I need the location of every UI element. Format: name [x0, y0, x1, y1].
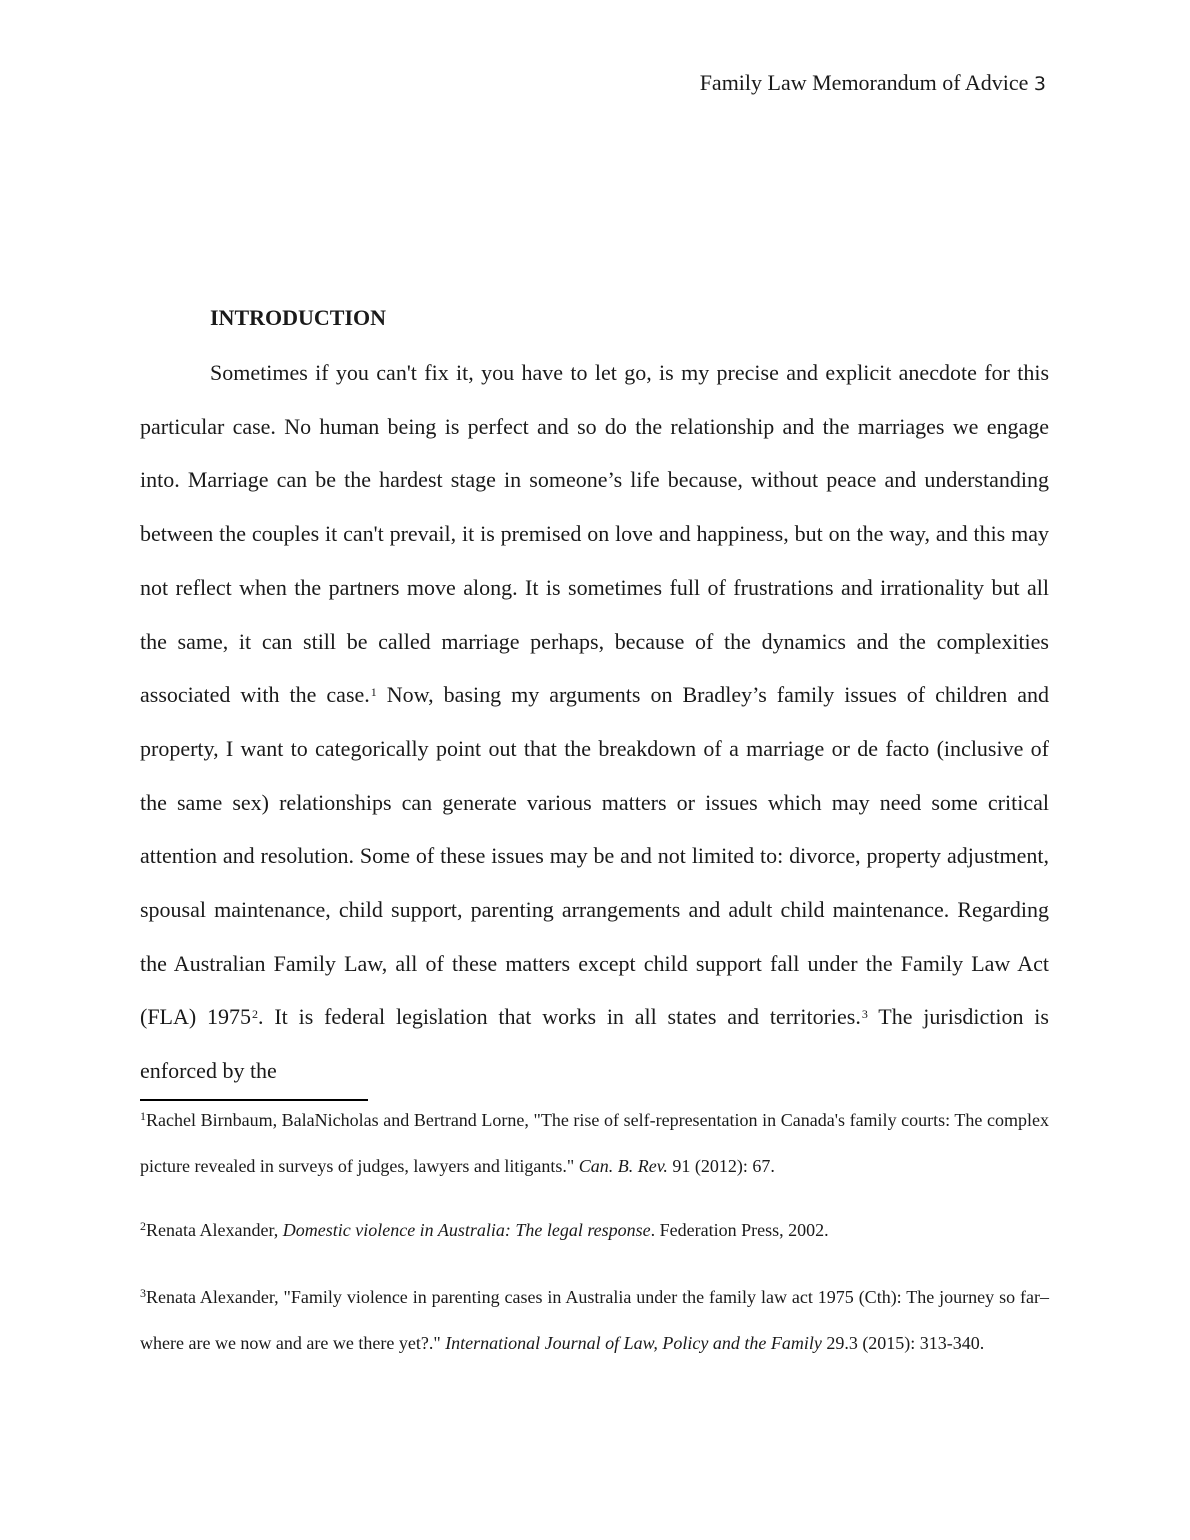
footnote-number: 1 — [140, 1109, 146, 1123]
paragraph-text: The jurisdiction is enforced by the — [140, 1004, 1049, 1084]
footnote — [140, 1207, 1049, 1253]
footnote-text: Renata Alexander, — [146, 1220, 283, 1240]
page-number: 3 — [1033, 73, 1046, 95]
paragraph-text: Sometimes if you can't fix it, you have to let go, is my precise and explicit anecdote for this particular case. No human being is perfect and so do the relationship and the marriages we engage into. Marriage can be the hardest stage in someone’s life because, without peace and understanding between the couples it can't prevail, it is premised on love and happiness, but on the way, and this may not reflect when the partners move along. It is sometimes full of frustrations and irrationality but all the same, it can still be called marriage perhaps, because of the dynamics and the complexities associated with the case. — [140, 360, 1049, 708]
footnote-text: 91 (2012): 67. — [667, 1156, 775, 1176]
footnote — [140, 1274, 1049, 1366]
paragraph-text: . It is federal legislation that works in all states and territories. — [258, 1004, 861, 1030]
header-title: Family Law Memorandum of Advice — [699, 70, 1029, 95]
footnote-ref[interactable]: 3 — [861, 1007, 868, 1022]
footnote-journal: International Journal of Law, Policy and the Family — [445, 1333, 822, 1353]
body-paragraph — [140, 346, 1049, 1098]
footnote-ref[interactable]: 1 — [370, 685, 377, 700]
footnote-journal: Can. B. Rev. — [578, 1156, 668, 1176]
footnote-text: Rachel Birnbaum, BalaNicholas and Bertrand Lorne, "The rise of self-representation in Canada's family courts: The complex picture revealed in surveys of judges, lawyers and litigants." — [140, 1110, 1049, 1176]
footnote-text: Renata Alexander, "Family violence in parenting cases in Australia under the family law act 1975 (Cth): The journey so far–where are we now and are we there yet?." — [140, 1287, 1049, 1353]
footnote-ref[interactable]: 2 — [252, 1007, 259, 1022]
footnote — [140, 1097, 1049, 1189]
footnote-text: 29.3 (2015): 313-340. — [821, 1333, 985, 1353]
footnote-text: . Federation Press, 2002. — [650, 1220, 829, 1240]
paragraph-text: Now, basing my arguments on Bradley’s family issues of children and property, I want to categorically point out that the breakdown of a marriage or de facto (inclusive of the same sex) relationships can generate various matters or issues which may need some critical attention and resolution. Some of these issues may be and not limited to: divorce, property adjustment, spousal maintenance, child support, parenting arrangements and adult child maintenance. Regarding the Australian Family Law, all of these matters except child support fall under the Family Law Act (FLA) 1975 — [140, 682, 1049, 1030]
section-heading: INTRODUCTION — [210, 305, 387, 330]
footnote-number: 3 — [140, 1286, 146, 1300]
running-header — [700, 70, 1046, 96]
footnote-title: Domestic violence in Australia: The legal response — [282, 1220, 651, 1240]
footnote-number: 2 — [140, 1219, 146, 1233]
